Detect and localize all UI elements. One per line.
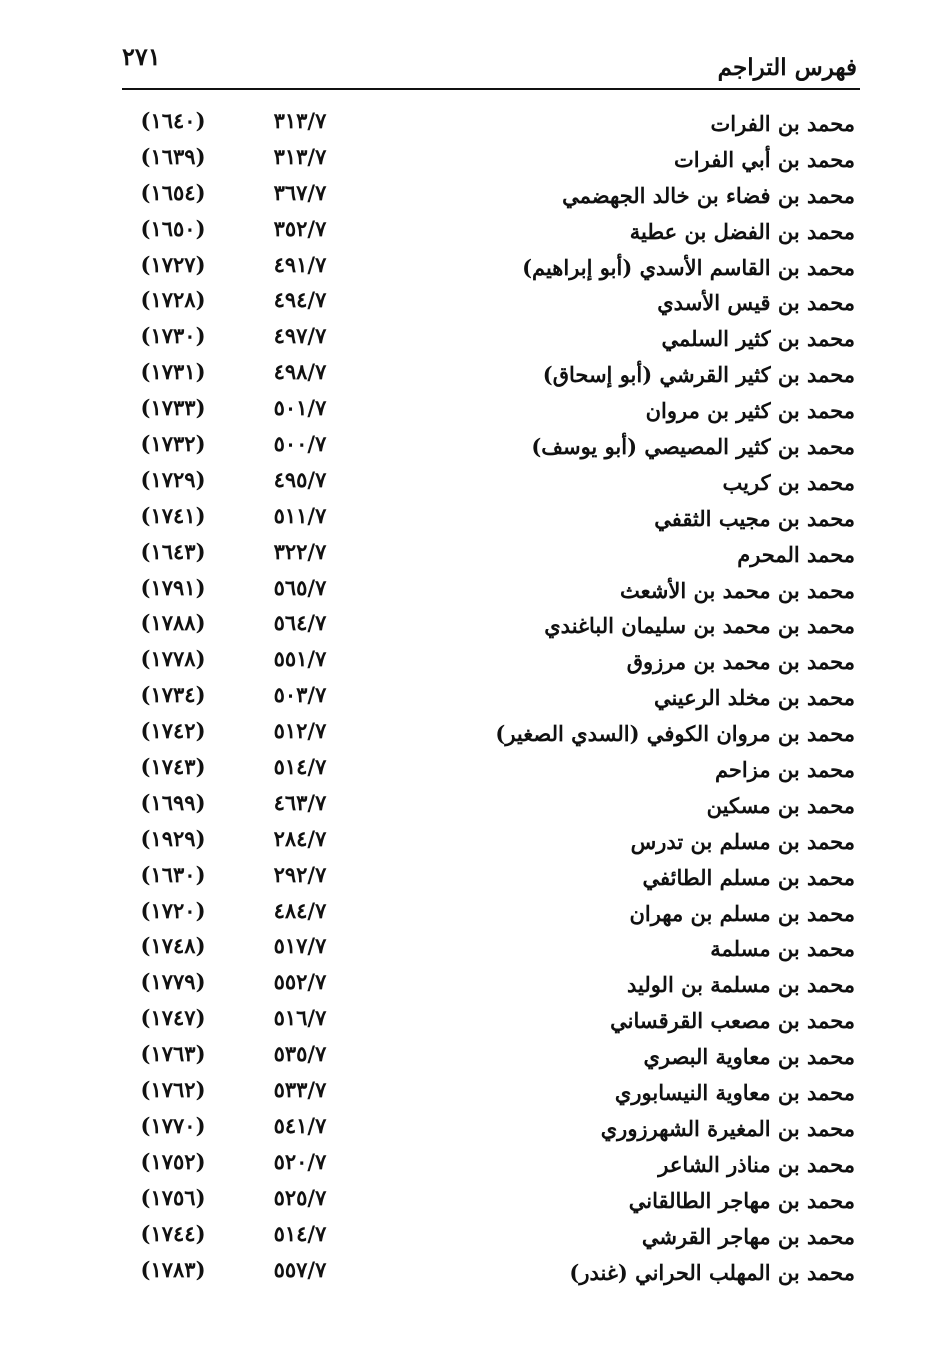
entry-volume-page: ٥١٤/٧ [273, 1220, 327, 1246]
entry-volume-page: ٥٤١/٧ [273, 1112, 327, 1138]
entry-name: محمد بن كثير بن مروان [645, 398, 855, 424]
entry-volume-page: ٥٢٠/٧ [273, 1148, 327, 1174]
header-divider [122, 88, 860, 90]
index-entry [0, 1003, 935, 1039]
entry-number: (١٦٤٠) [140, 108, 206, 133]
entry-name: محمد بن مهاجر الطالقاني [628, 1187, 855, 1213]
index-entry [0, 824, 935, 860]
index-entry [0, 214, 935, 250]
entry-name: محمد بن مسلمة بن الوليد [626, 972, 855, 998]
entry-volume-page: ٤٩٥/٧ [273, 466, 327, 492]
entry-number: (١٦٣٩) [140, 143, 206, 169]
entry-number: (١٧٦٣) [140, 1041, 206, 1067]
index-entry [0, 106, 935, 142]
entry-number: (١٧٤٧) [140, 1005, 206, 1031]
entry-number: (١٧٢٧) [140, 251, 206, 277]
index-entry [0, 860, 935, 896]
entry-number: (١٧٣١) [140, 359, 206, 385]
entry-name: محمد المحرم [737, 541, 855, 567]
entry-volume-page: ٥١٦/٧ [273, 1005, 327, 1031]
entry-number: (١٧٧٩) [140, 969, 206, 995]
entry-volume-page: ٣٥٢/٧ [273, 215, 327, 241]
entry-number: (١٧٦٢) [140, 1077, 206, 1103]
entry-number: (١٧٧٠) [140, 1112, 206, 1138]
entry-name: محمد بن المغيرة الشهرزوري [600, 1115, 855, 1141]
entry-number: (١٧٣٢) [140, 431, 206, 457]
entry-volume-page: ٣٦٧/٧ [273, 179, 327, 205]
entry-number: (١٧٤٨) [140, 933, 206, 959]
index-entry [0, 537, 935, 573]
entry-name: محمد بن محمد بن الأشعث [620, 577, 855, 603]
entry-number: (١٧٤١) [140, 502, 206, 528]
entry-volume-page: ٥٥١/٧ [273, 646, 327, 672]
entry-volume-page: ٥٣٥/٧ [273, 1041, 327, 1067]
index-entry [0, 429, 935, 465]
entry-number: (١٧٨٨) [140, 610, 206, 636]
entry-name: محمد بن معاوية النيسابوري [614, 1080, 855, 1106]
entry-name: محمد بن محمد بن مرزوق [626, 649, 855, 675]
entry-number: (١٧٤٣) [140, 754, 206, 780]
entry-number: (١٧٥٦) [140, 1184, 206, 1210]
entry-number: (١٧٢٩) [140, 466, 206, 492]
entry-volume-page: ٥١٧/٧ [273, 933, 327, 959]
entry-name: محمد بن مسلم بن تدرس [630, 828, 855, 854]
entry-number: (١٧٤٤) [140, 1220, 206, 1246]
entry-volume-page: ٤٨٤/٧ [273, 897, 327, 923]
entry-volume-page: ٥٥٢/٧ [273, 969, 327, 995]
biography-index-list [0, 106, 935, 1290]
index-entry [0, 1183, 935, 1219]
index-entry [0, 1075, 935, 1111]
index-entry [0, 1219, 935, 1255]
entry-volume-page: ٢٩٢/٧ [273, 861, 327, 887]
entry-volume-page: ٥٥٧/٧ [273, 1256, 327, 1282]
running-title: فهرس التراجم [717, 54, 857, 81]
entry-number: (١٧٣٠) [140, 323, 206, 349]
entry-volume-page: ٥٢٥/٧ [273, 1184, 327, 1210]
index-entry [0, 967, 935, 1003]
index-entry [0, 142, 935, 178]
index-entry [0, 573, 935, 609]
index-entry [0, 752, 935, 788]
entry-name: محمد بن الفرات [710, 111, 855, 136]
entry-number: (١٧٩١) [140, 574, 206, 600]
entry-number: (١٦٥٤) [140, 179, 206, 205]
index-entry [0, 896, 935, 932]
entry-number: (١٧٣٤) [140, 682, 206, 708]
entry-name: محمد بن المهلب الحراني (غندر) [569, 1259, 855, 1285]
entry-name: محمد بن مناذر الشاعر [658, 1151, 855, 1177]
entry-name: محمد بن معاوية البصري [643, 1044, 855, 1070]
entry-name: محمد بن مسلم بن مهران [629, 900, 855, 926]
index-entry [0, 393, 935, 429]
entry-name: محمد بن كثير القرشي (أبو إسحاق) [542, 362, 855, 388]
entry-volume-page: ٣٢٢/٧ [273, 538, 327, 564]
entry-volume-page: ٥٣٣/٧ [273, 1077, 327, 1103]
index-entry [0, 250, 935, 286]
entry-number: (١٦٥٠) [140, 215, 206, 241]
entry-volume-page: ٢٨٤/٧ [273, 825, 327, 851]
entry-name: محمد بن مسلمة [710, 936, 855, 962]
entry-name: محمد بن كثير السلمي [661, 326, 855, 352]
entry-name: محمد بن مجيب الثقفي [654, 505, 855, 531]
entry-name: محمد بن مخلد الرعيني [653, 685, 855, 711]
entry-name: محمد بن مسكين [706, 792, 855, 818]
index-entry [0, 788, 935, 824]
entry-volume-page: ٥١٤/٧ [273, 754, 327, 780]
entry-volume-page: ٥٠٠/٧ [273, 431, 327, 457]
entry-number: (١٧٥٢) [140, 1148, 206, 1174]
entry-volume-page: ٥٠١/٧ [273, 395, 327, 421]
entry-number: (١٧٧٨) [140, 646, 206, 672]
index-entry [0, 1147, 935, 1183]
index-entry [0, 321, 935, 357]
entry-volume-page: ٥٦٤/٧ [273, 610, 327, 636]
entry-volume-page: ٤٦٣/٧ [273, 789, 327, 815]
index-entry [0, 501, 935, 537]
index-entry [0, 644, 935, 680]
index-entry [0, 680, 935, 716]
index-entry [0, 1111, 935, 1147]
index-entry [0, 357, 935, 393]
entry-name: محمد بن محمد بن سليمان الباغندي [544, 613, 855, 639]
entry-volume-page: ٤٩٧/٧ [273, 323, 327, 349]
entry-volume-page: ٥٦٥/٧ [273, 574, 327, 600]
entry-number: (١٦٣٠) [140, 861, 206, 887]
entry-number: (١٦٩٩) [140, 789, 206, 815]
entry-number: (١٧٨٣) [140, 1256, 206, 1282]
entry-name: محمد بن فضاء بن خالد الجهضمي [562, 182, 855, 208]
index-entry [0, 1039, 935, 1075]
entry-number: (١٧٣٣) [140, 395, 206, 421]
entry-volume-page: ٣١٣/٧ [273, 108, 327, 133]
entry-name: محمد بن مهاجر القرشي [641, 1223, 855, 1249]
index-entry [0, 931, 935, 967]
entry-volume-page: ٣١٣/٧ [273, 143, 327, 169]
entry-name: محمد بن كريب [722, 469, 855, 495]
index-entry [0, 1255, 935, 1291]
index-entry [0, 465, 935, 501]
entry-volume-page: ٤٩٤/٧ [273, 287, 327, 313]
entry-name: محمد بن مزاحم [714, 757, 855, 783]
entry-number: (١٧٢٨) [140, 287, 206, 313]
entry-name: محمد بن مسلم الطائفي [642, 864, 855, 890]
index-entry [0, 608, 935, 644]
entry-name: محمد بن القاسم الأسدي (أبو إبراهيم) [522, 254, 855, 280]
index-entry [0, 178, 935, 214]
index-entry [0, 716, 935, 752]
entry-name: محمد بن الفضل بن عطية [629, 218, 855, 244]
entry-number: (١٧٢٠) [140, 897, 206, 923]
entry-number: (١٩٢٩) [140, 825, 206, 851]
entry-name: محمد بن مروان الكوفي (السدي الصغير) [495, 721, 855, 747]
entry-name: محمد بن أبي الفرات [674, 146, 855, 172]
index-entry [0, 285, 935, 321]
entry-volume-page: ٥٠٣/٧ [273, 682, 327, 708]
page-number: ٢٧١ [122, 42, 161, 71]
entry-volume-page: ٤٩١/٧ [273, 251, 327, 277]
entry-volume-page: ٥١١/٧ [273, 502, 327, 528]
entry-name: محمد بن كثير المصيصي (أبو يوسف) [531, 434, 855, 460]
entry-number: (١٧٤٢) [140, 718, 206, 744]
entry-volume-page: ٥١٢/٧ [273, 718, 327, 744]
entry-name: محمد بن مصعب القرقساني [610, 1008, 855, 1034]
entry-number: (١٦٤٣) [140, 538, 206, 564]
entry-volume-page: ٤٩٨/٧ [273, 359, 327, 385]
entry-name: محمد بن قيس الأسدي [657, 290, 855, 316]
